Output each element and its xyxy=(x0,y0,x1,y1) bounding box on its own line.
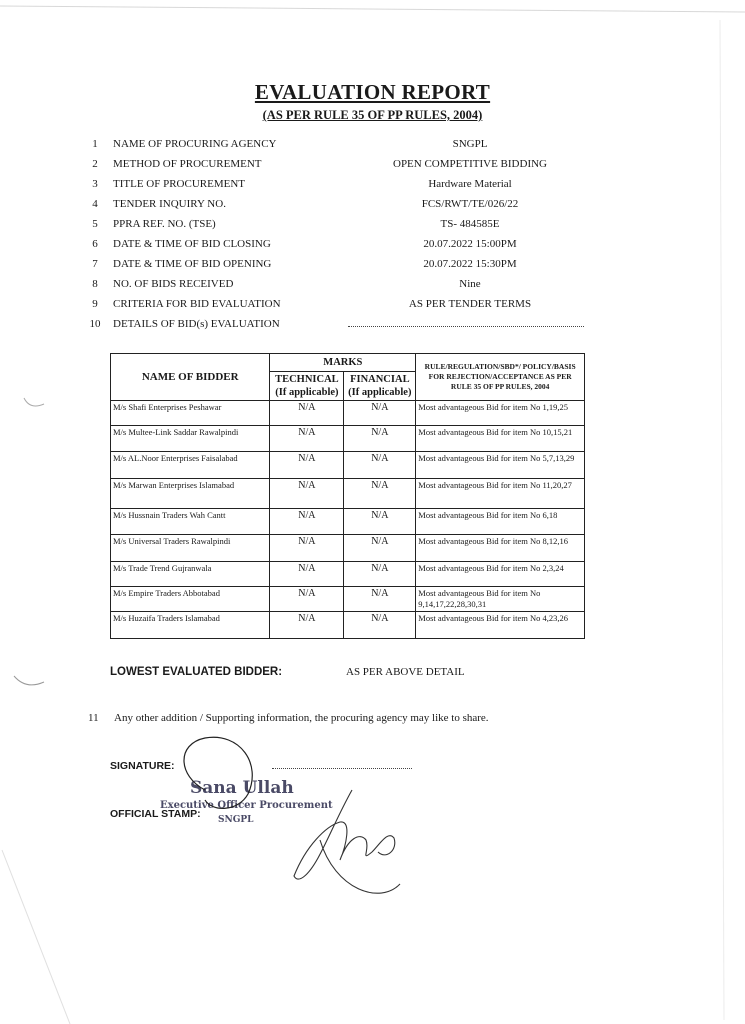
financial-mark: N/A xyxy=(344,612,416,639)
field-value: TS- 484585E xyxy=(440,218,500,230)
bidder-name: M/s AL.Noor Enterprises Faisalabad xyxy=(111,452,270,479)
other-info-text: Any other addition / Supporting information, the procuring agency may like to share. xyxy=(114,712,489,724)
field-tender-inquiry xyxy=(0,198,745,218)
bidder-name: M/s Hussnain Traders Wah Cantt xyxy=(111,509,270,535)
rule-basis: Most advantageous Bid for item No 8,12,16 xyxy=(416,535,585,562)
field-value: 20.07.2022 15:00PM xyxy=(423,238,517,250)
rule-basis: Most advantageous Bid for item No 6,18 xyxy=(416,509,585,535)
field-label: DATE & TIME OF BID OPENING xyxy=(113,258,272,270)
official-stamp-label: OFFICIAL STAMP: xyxy=(110,808,201,820)
field-value: Hardware Material xyxy=(428,178,512,190)
bidder-name: M/s Trade Trend Gujranwala xyxy=(111,562,270,587)
header-financial xyxy=(344,372,416,401)
field-label: NO. OF BIDS RECEIVED xyxy=(113,278,234,290)
financial-mark: N/A xyxy=(344,452,416,479)
financial-mark: N/A xyxy=(344,562,416,587)
rule-basis: Most advantageous Bid for item No 11,20,27 xyxy=(416,479,585,509)
field-procuring-agency xyxy=(0,138,745,158)
table-row xyxy=(111,509,585,535)
table-row xyxy=(111,612,585,639)
table-row xyxy=(111,535,585,562)
field-number: 3 xyxy=(92,178,98,190)
field-label: NAME OF PROCURING AGENCY xyxy=(113,138,277,150)
financial-mark: N/A xyxy=(344,426,416,452)
field-value: FCS/RWT/TE/026/22 xyxy=(421,198,519,210)
header-financial-applicable: (If applicable) xyxy=(348,387,412,398)
field-ppra-ref xyxy=(0,218,745,238)
rule-basis: Most advantageous Bid for item No 5,7,13,29 xyxy=(416,452,585,479)
table-row xyxy=(111,401,585,426)
field-value: SNGPL xyxy=(452,138,488,150)
field-details xyxy=(0,318,745,338)
signature-label: SIGNATURE: xyxy=(110,760,175,772)
technical-mark: N/A xyxy=(270,509,344,535)
field-bids-received xyxy=(0,278,745,298)
bidder-name: M/s Shafi Enterprises Peshawar xyxy=(111,401,270,426)
stamp-org: SNGPL xyxy=(218,815,254,825)
dotted-fill-line xyxy=(348,326,584,327)
field-number: 7 xyxy=(92,258,98,270)
technical-mark: N/A xyxy=(270,535,344,562)
field-number: 8 xyxy=(92,278,98,290)
page-subtitle: (AS PER RULE 35 OF PP RULES, 2004) xyxy=(262,108,483,122)
table-header-row xyxy=(111,354,585,372)
header-financial-label: FINANCIAL xyxy=(350,374,410,385)
signature-tail xyxy=(320,840,400,893)
table-row xyxy=(111,562,585,587)
field-title xyxy=(0,178,745,198)
field-label: DATE & TIME OF BID CLOSING xyxy=(113,238,271,250)
financial-mark: N/A xyxy=(344,587,416,612)
field-criteria xyxy=(0,298,745,318)
technical-mark: N/A xyxy=(270,612,344,639)
technical-mark: N/A xyxy=(270,401,344,426)
technical-mark: N/A xyxy=(270,562,344,587)
table-row xyxy=(111,479,585,509)
field-number: 10 xyxy=(89,318,101,330)
field-number: 6 xyxy=(92,238,98,250)
bidder-name: M/s Multee-Link Saddar Rawalpindi xyxy=(111,426,270,452)
financial-mark: N/A xyxy=(344,401,416,426)
field-value: AS PER TENDER TERMS xyxy=(408,298,532,310)
other-info-number: 11 xyxy=(88,712,99,724)
bidder-name: M/s Huzaifa Traders Islamabad xyxy=(111,612,270,639)
header-rule: RULE/REGULATION/SBD*/ POLICY/BASIS FOR REJECTION/ACCEPTANCE AS PER RULE 35 OF PP RULES, 2004 xyxy=(416,354,585,401)
field-value: OPEN COMPETITIVE BIDDING xyxy=(393,158,547,170)
rule-basis: Most advantageous Bid for item No 1,19,25 xyxy=(416,401,585,426)
rule-basis: Most advantageous Bid for item No 4,23,26 xyxy=(416,612,585,639)
field-number: 4 xyxy=(92,198,98,210)
stamp-name: Sana Ullah xyxy=(190,778,294,798)
field-method xyxy=(0,158,745,178)
financial-mark: N/A xyxy=(344,479,416,509)
field-label: METHOD OF PROCUREMENT xyxy=(113,158,262,170)
header-technical xyxy=(270,372,344,401)
bidder-name: M/s Empire Traders Abbotabad xyxy=(111,587,270,612)
technical-mark: N/A xyxy=(270,452,344,479)
lowest-bidder-value: AS PER ABOVE DETAIL xyxy=(346,666,465,678)
rule-basis: Most advantageous Bid for item No 10,15,21 xyxy=(416,426,585,452)
bidder-name: M/s Marwan Enterprises Islamabad xyxy=(111,479,270,509)
bidder-name: M/s Universal Traders Rawalpindi xyxy=(111,535,270,562)
field-value: Nine xyxy=(459,278,481,290)
lowest-bidder-label: LOWEST EVALUATED BIDDER: xyxy=(110,666,283,678)
field-number: 2 xyxy=(92,158,98,170)
field-number: 9 xyxy=(92,298,98,310)
field-number: 5 xyxy=(92,218,98,230)
field-label: DETAILS OF BID(s) EVALUATION xyxy=(113,318,280,330)
field-label: CRITERIA FOR BID EVALUATION xyxy=(113,298,281,310)
header-technical-applicable: (If applicable) xyxy=(275,387,339,398)
financial-mark: N/A xyxy=(344,535,416,562)
field-number: 1 xyxy=(92,138,98,150)
rule-basis: Most advantageous Bid for item No 9,14,17,22,28,30,31 xyxy=(416,587,585,612)
field-label: TITLE OF PROCUREMENT xyxy=(113,178,245,190)
table-row xyxy=(111,587,585,612)
table-row xyxy=(111,452,585,479)
header-technical-label: TECHNICAL xyxy=(275,374,339,385)
page-title: EVALUATION REPORT xyxy=(254,80,491,104)
technical-mark: N/A xyxy=(270,587,344,612)
stamp-title: Executive Officer Procurement xyxy=(160,800,333,811)
field-value: 20.07.2022 15:30PM xyxy=(423,258,517,270)
financial-mark: N/A xyxy=(344,509,416,535)
field-bid-opening xyxy=(0,258,745,278)
technical-mark: N/A xyxy=(270,479,344,509)
rule-basis: Most advantageous Bid for item No 2,3,24 xyxy=(416,562,585,587)
table-row xyxy=(111,426,585,452)
bids-evaluation-table xyxy=(110,353,585,639)
field-bid-closing xyxy=(0,238,745,258)
header-bidder-name: NAME OF BIDDER xyxy=(111,354,270,401)
technical-mark: N/A xyxy=(270,426,344,452)
header-marks: MARKS xyxy=(270,354,416,372)
field-label: TENDER INQUIRY NO. xyxy=(113,198,226,210)
field-label: PPRA REF. NO. (TSE) xyxy=(113,218,216,230)
signature-line xyxy=(272,768,412,769)
